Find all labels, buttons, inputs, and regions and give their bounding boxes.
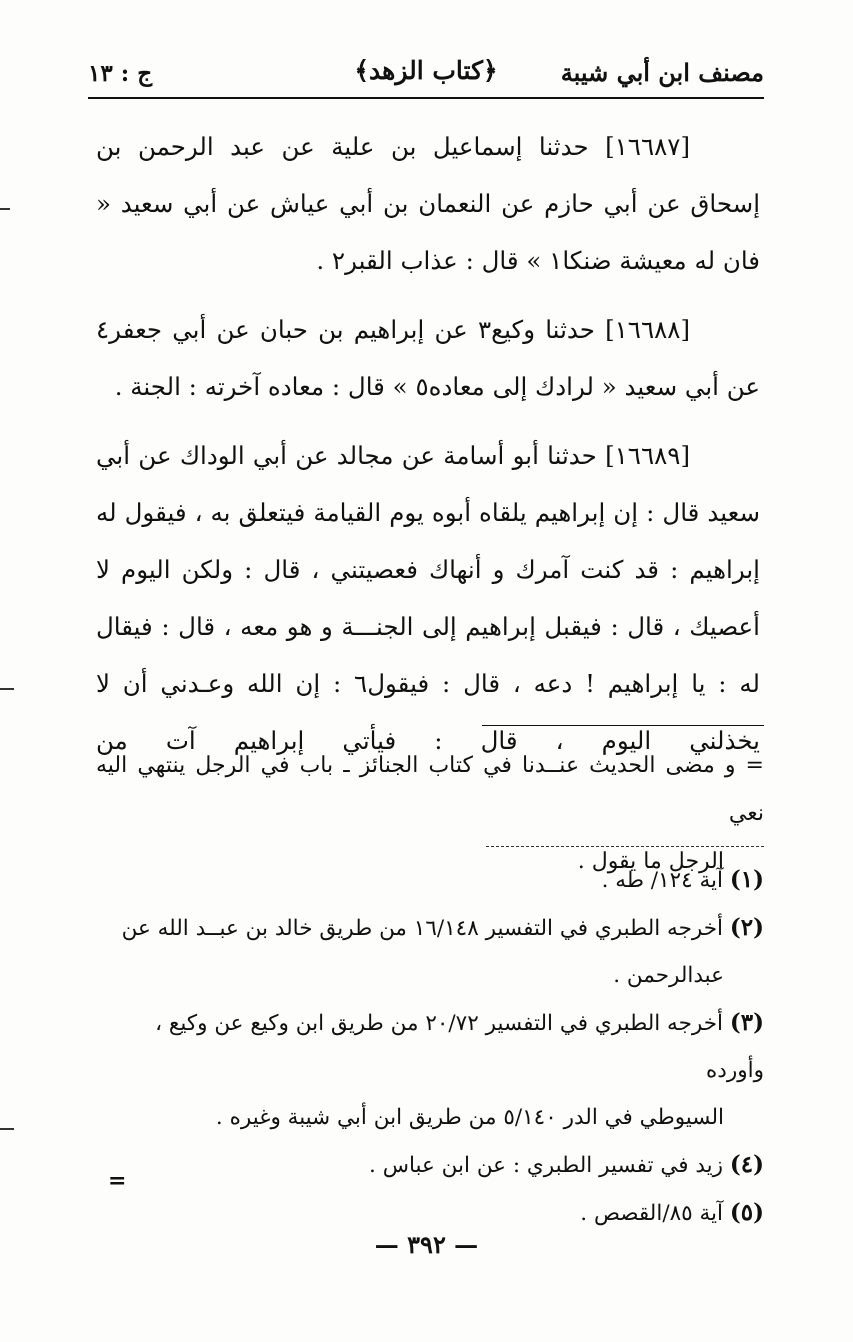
footnote-2 [96,904,764,999]
hadith-16688: [١٦٦٨٨] حدثنا وكيع٣ عن إبراهيم بن حبان عن أبي جعفر٤ عن أبي سعيد « لرادك إلى معاده٥ » قال : معاده آخرته : الجنة . [96,315,760,401]
footnote-separator-dashed [486,846,764,847]
footnote-1 [96,856,764,904]
chapter-title: ﴿كتاب الزهد﴾ [354,56,498,85]
book-title: مصنف ابن أبي شيبة [560,58,764,87]
hadith-16689: [١٦٦٨٩] حدثنا أبو أسامة عن مجالد عن أبي الوداك عن أبي سعيد قال : إن إبراهيم يلقاه أبوه يوم القيامة فيتعلق به ، فيقول له إبراهيم : قد كنت آمرك و أنهاك فعصيتني ، قال : ولكن اليوم لا أعصيك ، قال : فيقبل إبراهيم إلى الجنـــة و هو معه ، قال : فيقال له : يا إبراهيم ! دعه ، قال : فيقول٦ : إن الله وعـدني أن لا يخذلني اليوم ، قال : فيأتي إبراهيم آت من [96,441,760,755]
footnote-text: أخرجه الطبري في التفسير ١٦/١٤٨ من طريق خالد بن عبــد الله عن [121,916,724,941]
page-header [88,52,764,98]
footnotes [96,856,764,1237]
footnote-text: زيد في تفسير الطبري : عن ابن عباس . [369,1153,724,1178]
continuation-line: الرجل ما يقول . [577,849,724,874]
footnote-text-continued: عبدالرحمن . [613,963,724,988]
page-number: — ٣٩٢ — [374,1230,479,1259]
footnote-text: آية ١٢٤/ طه . [601,868,724,893]
continues-mark: = [108,1168,127,1194]
hadith-16687: [١٦٦٨٧] حدثنا إسماعيل بن علية عن عبد الرحمن بن إسحاق عن أبي حازم عن النعمان بن أبي عياش عن أبي سعيد « فان له معيشة ضنكا١ » قال : عذاب القبر٢ . [96,132,760,275]
footnote-number: (٢) [729,914,764,941]
binding-mark [0,688,14,690]
footnote-4 [96,1141,764,1189]
header-rule [88,97,764,99]
footnote-text-continued: السيوطي في الدر ٥/١٤٠ من طريق ابن أبي شيبة وغيره . [215,1105,724,1130]
footnote-number: (٣) [729,1009,764,1036]
footnote-separator [482,725,764,726]
main-text [96,118,760,781]
footnote-number: (١) [729,866,764,893]
binding-mark [0,1128,14,1130]
footnote-3 [96,999,764,1141]
binding-mark [0,208,10,210]
footnote-number: (٤) [729,1151,764,1178]
footnote-text: أخرجه الطبري في التفسير ٢٠/٧٢ من طريق ابن وكيع عن وكيع ، وأورده [155,1011,764,1083]
footnote-text: آية ٨٥/القصص . [580,1201,724,1226]
continuation-line: = و مضى الحديث عنــدنا في كتاب الجنائز ـ باب في الرجل ينتهي اليه نعي [96,753,764,826]
footnote-number: (٥) [729,1199,764,1226]
volume-number: ج : ١٣ [88,60,153,87]
